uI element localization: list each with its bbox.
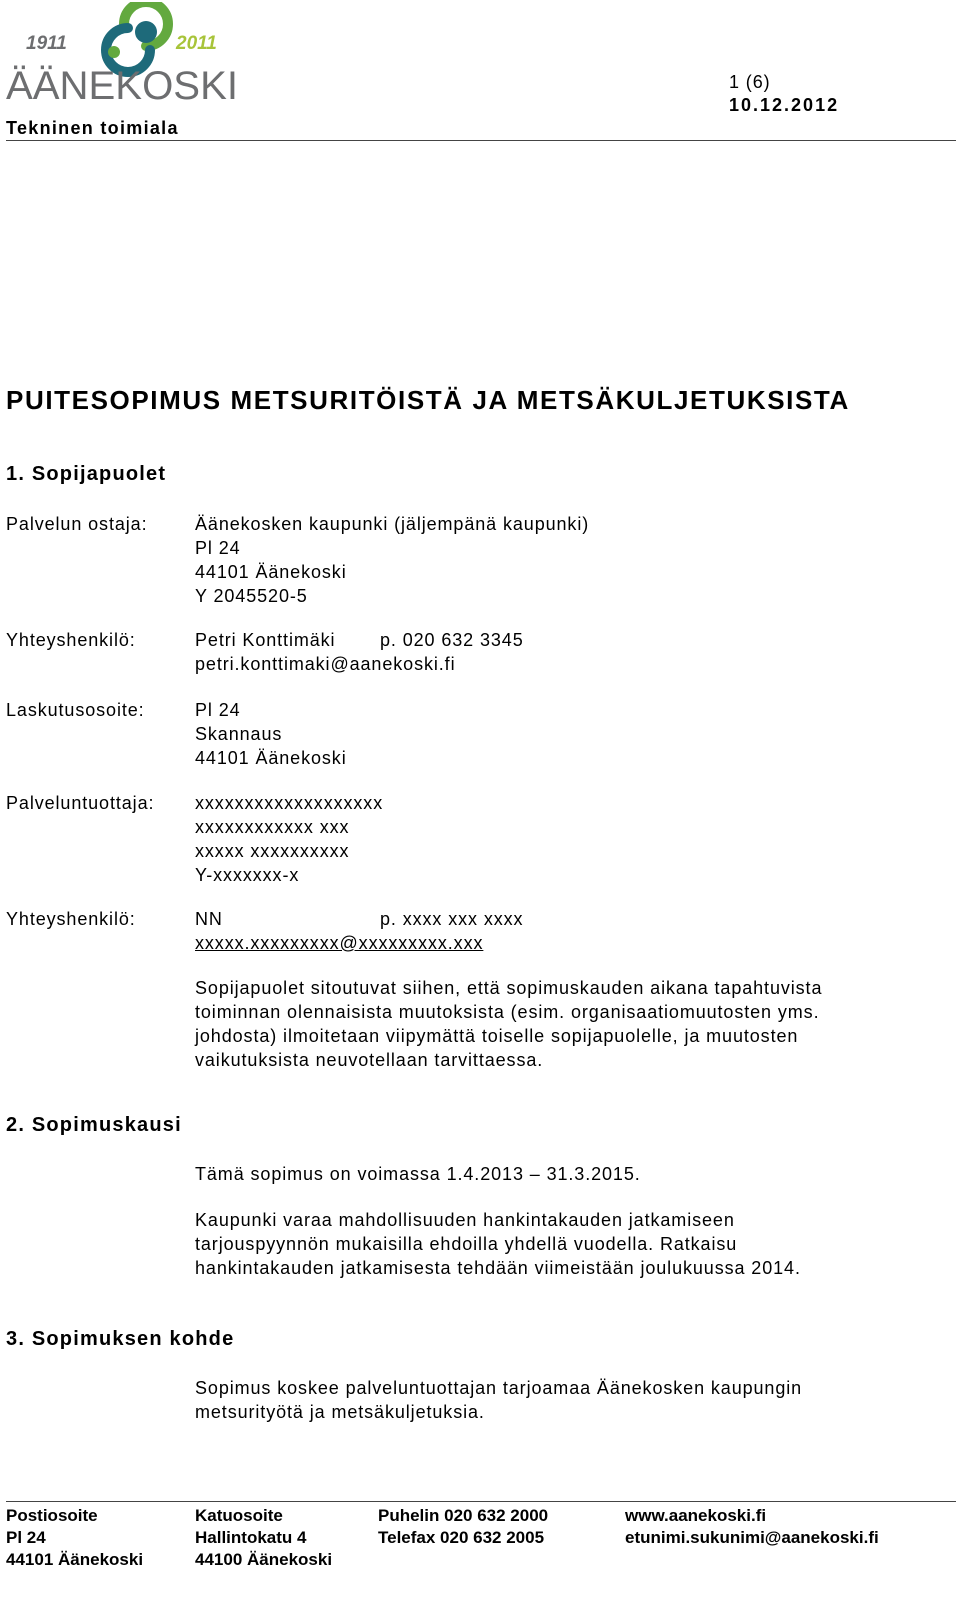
document-date: 10.12.2012 [729, 95, 840, 115]
footer-web [625, 1505, 879, 1549]
provider-label: Palveluntuottaja: [6, 793, 155, 813]
page-number: 1 (6) [729, 72, 771, 92]
parties-paragraph [195, 976, 822, 1072]
logo-wordmark: ÄÄNEKOSKI [6, 64, 239, 108]
footer-line: Puhelin 020 632 2000 [378, 1506, 549, 1525]
footer-website-link[interactable]: www.aanekoski.fi [625, 1506, 767, 1525]
provider-contact-name: NN [195, 909, 223, 929]
section-heading-contract-period: 2. Sopimuskausi [6, 1114, 182, 1136]
billing-line: 44101 Äänekoski [195, 748, 347, 768]
footer-postal-address [6, 1505, 143, 1571]
contract-period-paragraph [195, 1208, 801, 1280]
department-name: Tekninen toimiala [6, 118, 179, 138]
section-heading-subject: 3. Sopimuksen kohde [6, 1328, 235, 1350]
paragraph-line: hankintakauden jatkamisesta tehdään viimeistään joulukuussa 2014. [195, 1258, 801, 1278]
footer-line: 44100 Äänekoski [195, 1550, 333, 1569]
provider-address [195, 791, 383, 887]
billing-line: Pl 24 [195, 700, 241, 720]
footer-line: Katuosoite [195, 1506, 283, 1525]
contact-name: Petri Konttimäki [195, 630, 336, 650]
buyer-line: Pl 24 [195, 538, 241, 558]
provider-line: Y-xxxxxxx-x [195, 865, 300, 885]
validity-text: Tämä sopimus on voimassa 1.4.2013 – 31.3.2015. [195, 1164, 641, 1184]
footer-divider [6, 1501, 956, 1502]
footer-phone [378, 1505, 548, 1549]
provider-contact-email-link[interactable]: xxxxx.xxxxxxxxx@xxxxxxxxx.xxx [195, 933, 484, 953]
provider-line: xxxxxxxxxxxx xxx [195, 817, 350, 837]
buyer-line: Äänekosken kaupunki (jäljempänä kaupunki) [195, 514, 590, 534]
footer-line: Hallintokatu 4 [195, 1528, 307, 1547]
billing-line: Skannaus [195, 724, 283, 744]
logo-year-end: 2011 [176, 33, 217, 54]
document-title: PUITESOPIMUS METSURITÖISTÄ JA METSÄKULJETUKSISTA [6, 385, 850, 415]
buyer-line: Y 2045520-5 [195, 586, 308, 606]
footer-email-link[interactable]: etunimi.sukunimi@aanekoski.fi [625, 1528, 879, 1547]
section-heading-parties: 1. Sopijapuolet [6, 463, 167, 485]
provider-line: xxxxx xxxxxxxxxx [195, 841, 350, 861]
aanekoski-logo [6, 2, 246, 110]
billing-label: Laskutusosoite: [6, 700, 145, 720]
paragraph-line: tarjouspyynnön mukaisilla ehdoilla yhdellä vuodella. Ratkaisu [195, 1234, 738, 1254]
footer-line: Pl 24 [6, 1528, 46, 1547]
subject-paragraph [195, 1376, 802, 1424]
footer-line: Telefax 020 632 2005 [378, 1528, 545, 1547]
buyer-label: Palvelun ostaja: [6, 514, 148, 534]
contact-email: petri.konttimaki@aanekoski.fi [195, 654, 456, 674]
provider-contact-label: Yhteyshenkilö: [6, 909, 136, 929]
paragraph-line: metsurityötä ja metsäkuljetuksia. [195, 1402, 485, 1422]
footer-street-address [195, 1505, 332, 1571]
footer-line: 44101 Äänekoski [6, 1550, 144, 1569]
buyer-address [195, 512, 589, 608]
provider-line: xxxxxxxxxxxxxxxxxxx [195, 793, 384, 813]
footer-line: Postiosoite [6, 1506, 98, 1525]
header-divider [6, 140, 956, 141]
contact-label: Yhteyshenkilö: [6, 630, 136, 650]
provider-contact-phone: p. xxxx xxx xxxx [380, 909, 524, 929]
paragraph-line: Sopimus koskee palveluntuottajan tarjoamaa Äänekosken kaupungin [195, 1378, 803, 1398]
paragraph-line: toiminnan olennaisista muutoksista (esim. organisaatiomuutosten yms. [195, 1002, 820, 1022]
contact-phone: p. 020 632 3345 [380, 630, 524, 650]
buyer-line: 44101 Äänekoski [195, 562, 347, 582]
logo-year-start: 1911 [26, 33, 67, 54]
paragraph-line: Kaupunki varaa mahdollisuuden hankintakauden jatkamiseen [195, 1210, 735, 1230]
paragraph-line: Sopijapuolet sitoutuvat siihen, että sopimuskauden aikana tapahtuvista [195, 978, 823, 998]
paragraph-line: vaikutuksista neuvotellaan tarvittaessa. [195, 1050, 544, 1070]
logo-emblem-icon [106, 2, 168, 72]
paragraph-line: johdosta) ilmoitetaan viipymättä toiselle sopijapuolelle, ja muutosten [195, 1026, 799, 1046]
billing-address [195, 698, 347, 770]
